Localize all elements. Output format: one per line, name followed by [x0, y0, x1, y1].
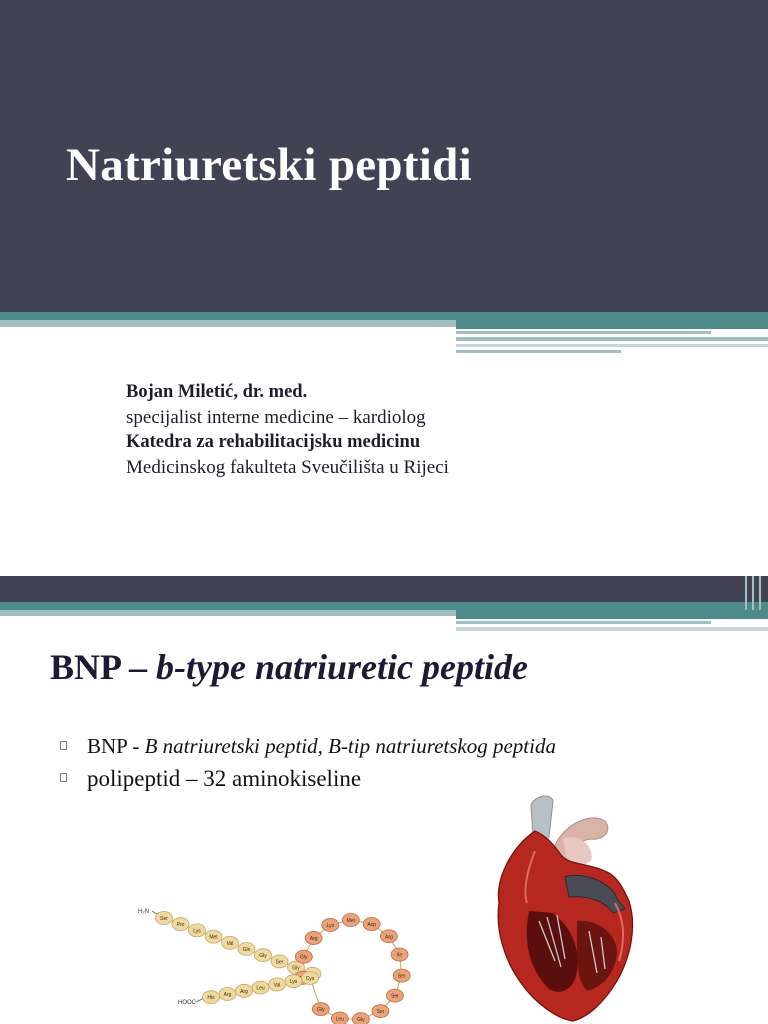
amino-acid-label: Met [209, 934, 218, 941]
amino-acid-label: Gly [259, 953, 267, 960]
bullet-prefix: BNP - [87, 734, 145, 758]
accent-stripe [456, 320, 768, 329]
accent-stripe [456, 621, 711, 624]
amino-acid-label: Ile [396, 952, 403, 959]
amino-acid-label: Asp [367, 922, 376, 929]
amino-acid-label: Pro [176, 922, 185, 929]
amino-acid-label: Gly [317, 1007, 325, 1014]
accent-stripe [456, 610, 768, 619]
amino-acid-label: His [207, 995, 215, 1002]
heading-prefix: BNP – [50, 647, 157, 687]
accent-stripe [745, 576, 747, 610]
accent-stripe [759, 576, 761, 610]
amino-acid-label: Ser [160, 916, 168, 922]
accent-stripe [456, 331, 711, 334]
amino-acid-label: Gly [292, 965, 300, 972]
slide-heading [50, 646, 528, 688]
amino-acid-label: Ser [397, 973, 406, 980]
amino-acid-label: Arg [223, 992, 232, 998]
author-block [126, 380, 449, 480]
accent-stripe [456, 627, 768, 631]
cooh-label: HOOC [178, 1000, 196, 1006]
accent-stripe [752, 576, 754, 610]
accent-stripe [456, 350, 621, 353]
amino-acid-label: Val [273, 982, 281, 989]
top-band [0, 576, 768, 602]
amino-acid-label: Ser [376, 1009, 385, 1016]
accent-stripe [0, 312, 768, 320]
author-department: Katedra za rehabilitacijsku medicinu [126, 432, 421, 452]
bullet-text: polipeptid – 32 aminokiseline [87, 766, 362, 791]
author-faculty: Medicinskog fakulteta Sveučilišta u Rijeci [126, 457, 449, 478]
amino-acid-label: Lys [193, 928, 201, 935]
accent-stripe [0, 320, 456, 327]
accent-stripe [0, 610, 456, 616]
accent-stripe [0, 602, 768, 610]
amino-acid-label: Lys [289, 979, 298, 986]
amino-acid-label: Gly [300, 954, 308, 961]
amino-acid-label: Ser [275, 959, 284, 966]
peptide-chain [156, 912, 411, 1024]
accent-stripe [456, 344, 768, 347]
slide-title: Natriuretski peptidi [66, 139, 472, 191]
nh2-label: H₂N [138, 909, 149, 915]
amino-acid-label: Arg [385, 934, 393, 941]
amino-acid-label: Leu [256, 985, 265, 992]
amino-acid-label: Leu [335, 1016, 344, 1023]
bullet-marker [60, 741, 67, 750]
bullet-italic: B natriuretski peptid, B-tip natriuretskog peptida [144, 734, 556, 758]
content-slide [0, 576, 768, 1024]
bnp-structure-figure [130, 898, 430, 1024]
heart-illustration [465, 791, 643, 1024]
amino-acid-label: Cys [305, 976, 315, 982]
amino-acid-label: Arg [309, 935, 318, 942]
amino-acid-label: Ser [391, 993, 399, 1000]
author-name: Bojan Miletić, dr. med. [126, 382, 308, 402]
amino-acid-label: Val [226, 940, 234, 947]
bullet-marker [60, 773, 67, 782]
accent-stripe [456, 337, 768, 341]
amino-acid-label: Gly [357, 1017, 365, 1024]
amino-acid-label: Met [346, 918, 356, 925]
heading-italic: b-type natriuretic peptide [156, 647, 528, 687]
amino-acid-label: Arg [240, 988, 248, 995]
amino-acid-label: Lys [326, 922, 335, 929]
amino-acid-label: Gln [242, 947, 251, 953]
author-role: specijalist interne medicine – kardiolog [126, 407, 426, 428]
